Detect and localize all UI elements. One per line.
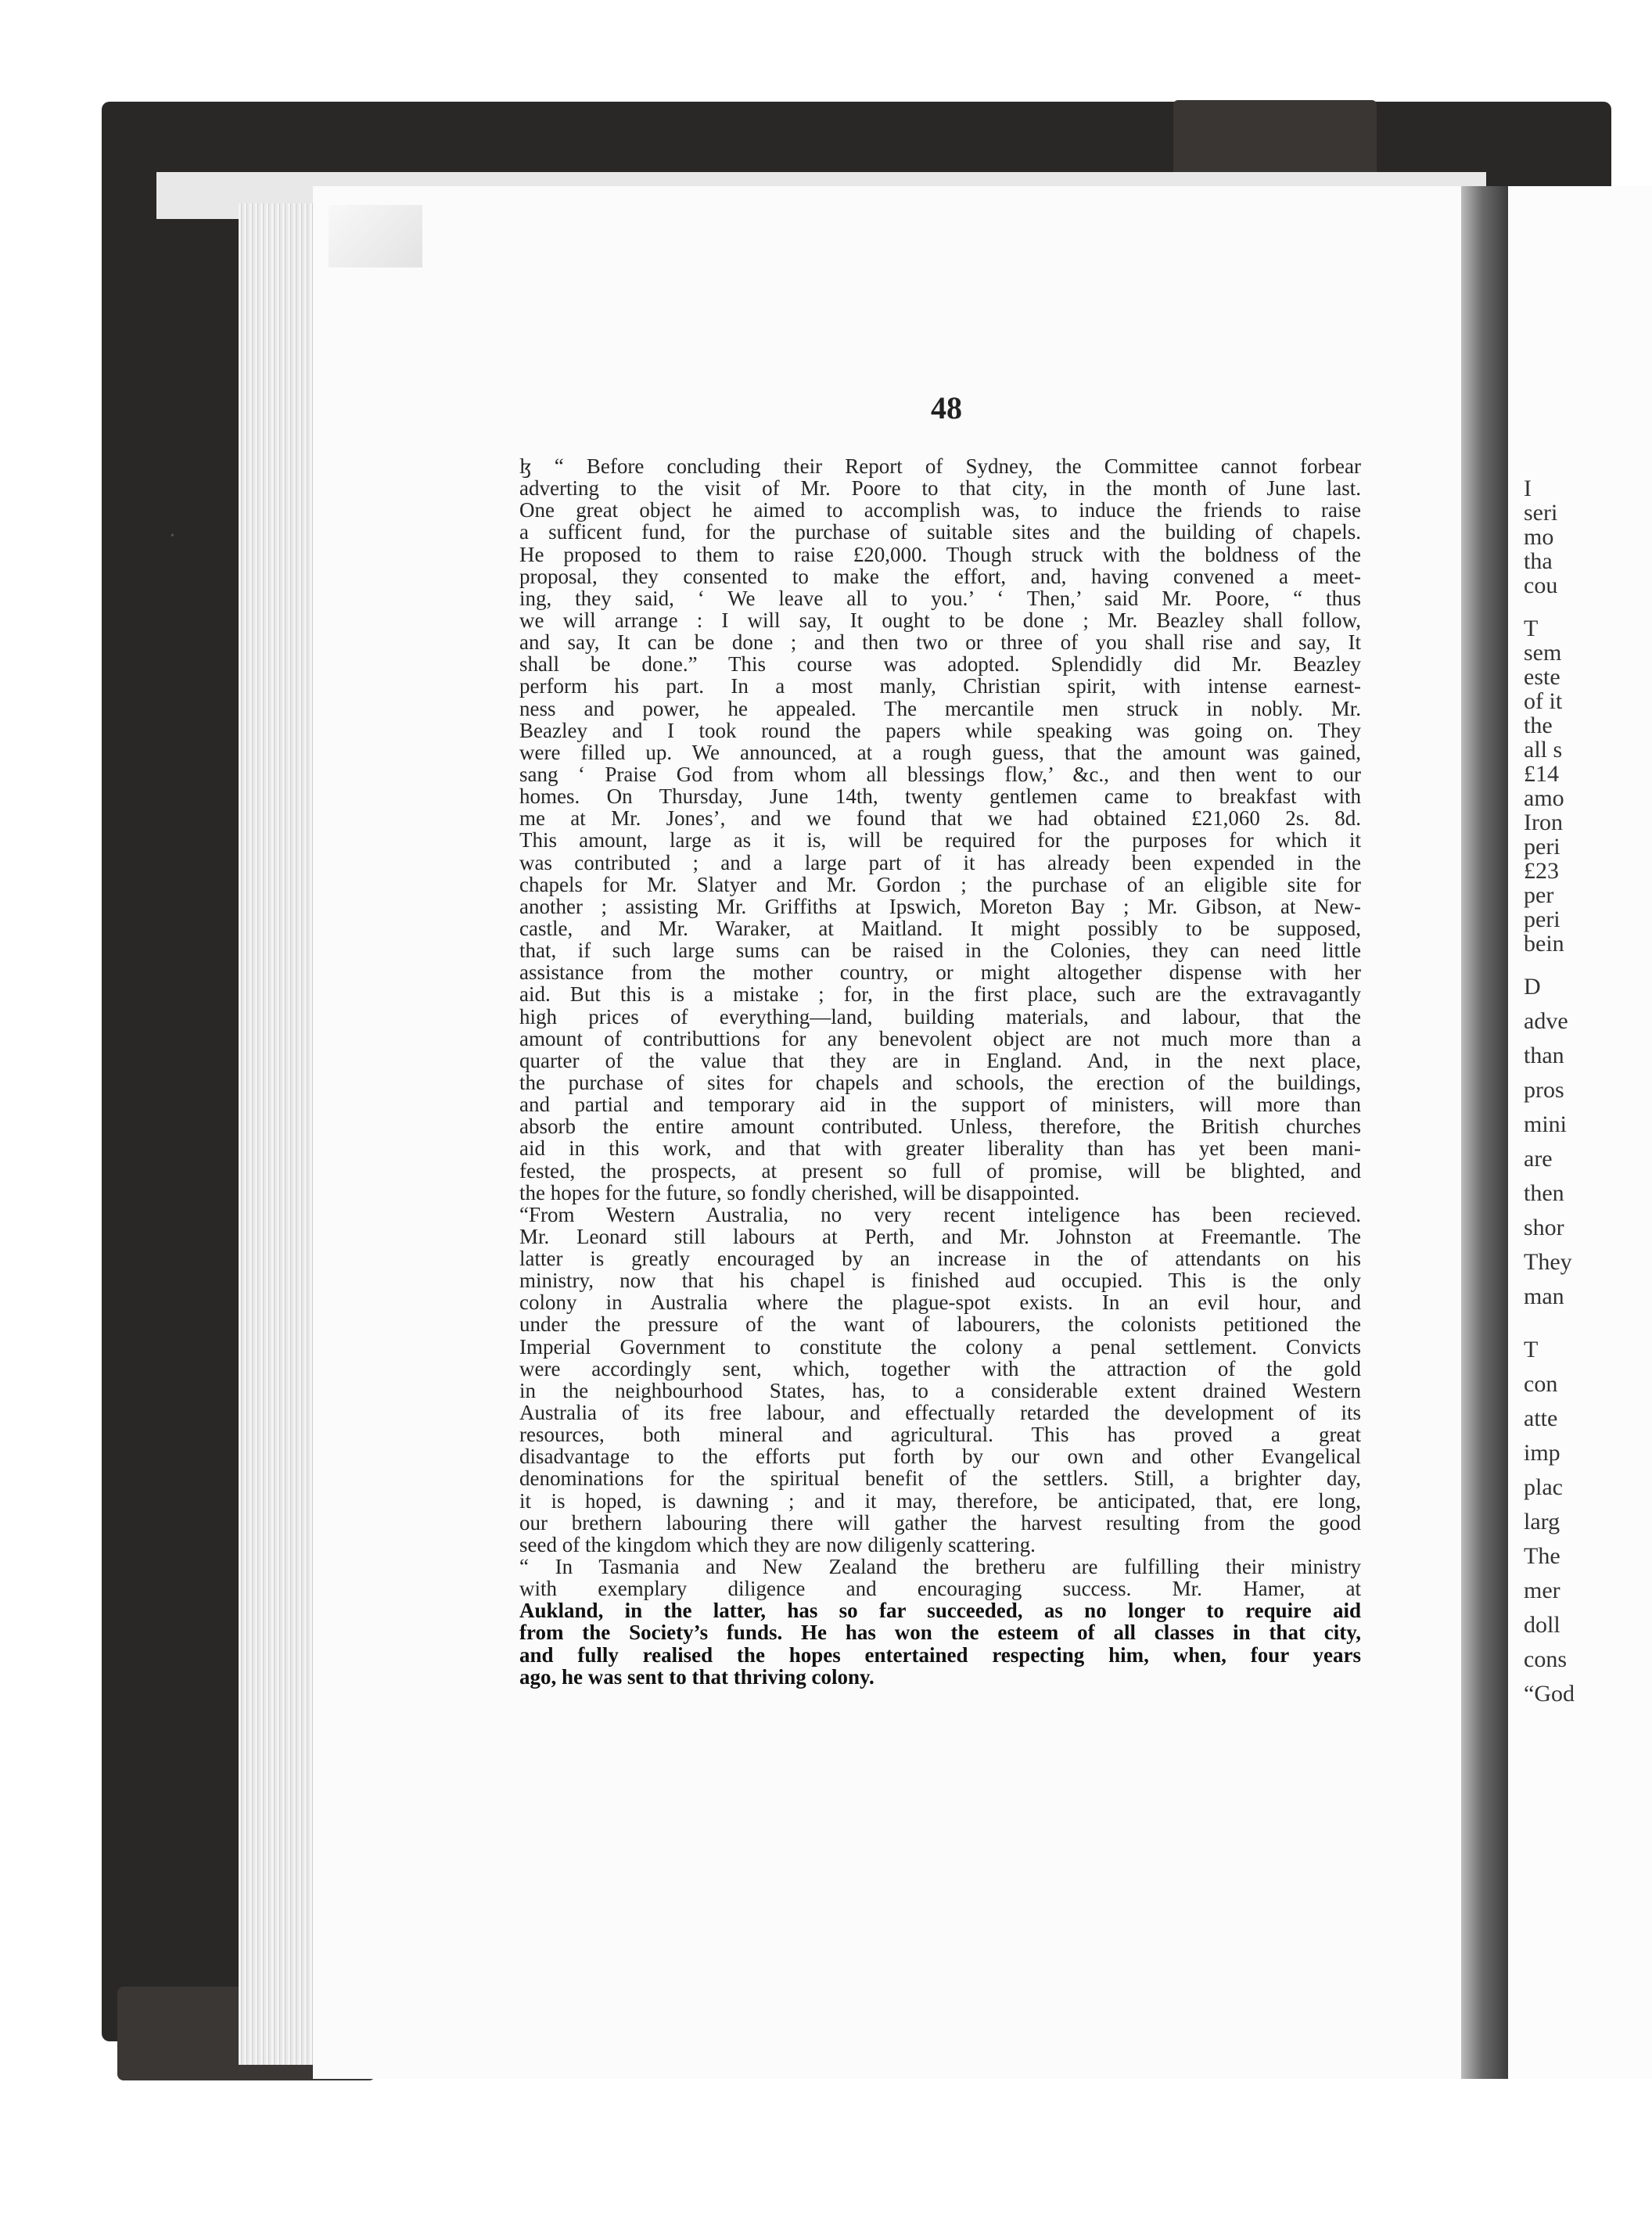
book-gutter [1461,186,1508,2079]
facing-page-fragment: con [1524,1371,1558,1397]
text-line: were accordingly sent, which, together with the attraction of the gold [519,1356,1361,1380]
facing-page-fragment: D [1524,974,1541,1000]
text-line: and fully realised the hopes entertained respecting him, when, four years [519,1642,1361,1667]
facing-page-fragment: amo [1524,785,1564,811]
text-line: “From Western Australia, no very recent inteligence has been recieved. [519,1202,1361,1226]
text-line: a sufficent fund, for the purchase of suitable sites and the building of chapels. [519,520,1361,544]
text-line: homes. On Thursday, June 14th, twenty gentlemen came to breakfast with [519,784,1361,809]
text-line: the hopes for the future, so fondly cherished, will be disappointed. [519,1180,1080,1204]
facing-page-fragment: peri [1524,834,1560,860]
facing-page-fragment: T [1524,1337,1539,1362]
facing-page-fragment: sem [1524,640,1562,666]
facing-page-fragment: adve [1524,1008,1568,1034]
text-line: me at Mr. Jones’, and we found that we had obtained £21,060 2s. 8d. [519,806,1361,831]
text-line: Aukland, in the latter, has so far succeeded, as no longer to require aid [519,1599,1361,1623]
text-line: shall be done.” This course was adopted. Splendidly did Mr. Beazley [519,652,1361,677]
text-line: colony in Australia where the plague-spot exists. In an evil hour, and [519,1291,1361,1315]
text-line: ing, they said, ‘ We leave all to you.’ ‘ Then,’ said Mr. Poore, “ thus [519,586,1361,610]
facing-page-fragment: all s [1524,737,1563,763]
text-line: Beazley and I took round the papers while speaking was going on. They [519,718,1361,742]
text-line: This amount, large as it is, will be required for the purposes for which it [519,828,1361,853]
text-line: proposal, they consented to make the effort, and, having convened a meet- [519,564,1361,588]
text-line: seed of the kingdom which they are now diligenly scattering. [519,1532,1036,1556]
facing-page-fragment: Iron [1524,809,1563,835]
facing-page-fragment: mini [1524,1111,1568,1137]
facing-page-fragment: pros [1524,1077,1564,1103]
text-line: ministry, now that his chapel is finished aud occupied. This is the only [519,1269,1361,1293]
facing-page-fragment: imp [1524,1440,1560,1466]
text-line: amount of contributtions for any benevolent object are not much more than a [519,1026,1361,1050]
text-line: latter is greatly encouraged by an increase in the of attendants on his [519,1247,1361,1271]
text-line: aid in this work, and that with greater liberality than has yet been mani- [519,1136,1361,1161]
page-number: 48 [931,390,962,425]
facing-page-fragment: £14 [1524,761,1559,787]
text-line: Imperial Government to constitute the colony a penal settlement. Convicts [519,1334,1361,1359]
text-line: another ; assisting Mr. Griffiths at Ipswich, Moreton Bay ; Mr. Gibson, at New- [519,894,1361,918]
facing-page-fragment: peri [1524,906,1560,932]
facing-page-fragment: the [1524,713,1553,738]
facing-page-fragment: doll [1524,1612,1560,1638]
text-line: Mr. Leonard still labours at Perth, and Mr. Johnston at Freemantle. The [519,1224,1361,1248]
text-line: fested, the prospects, at present so full of promise, will be blighted, and [519,1158,1361,1183]
text-line: with exemplary diligence and encouraging success. Mr. Hamer, at [519,1577,1361,1601]
facing-page-fragment: shor [1524,1215,1564,1240]
text-line: it is hoped, is dawning ; and it may, therefore, be anticipated, that, ere long, [519,1488,1361,1513]
facing-page-fragment: The [1524,1543,1560,1569]
facing-page-fragment: larg [1524,1509,1560,1535]
facing-page-fragment: T [1524,616,1539,641]
text-line: One great object he aimed to accomplish was, to induce the friends to raise [519,498,1361,522]
text-line: that, if such large sums can be raised in the Colonies, they can need little [519,939,1361,963]
text-line: adverting to the visit of Mr. Poore to that city, in the month of June last. [519,476,1361,501]
facing-page-fragment: cons [1524,1646,1567,1672]
text-line: were filled up. We announced, at a rough guess, that the amount was gained, [519,740,1361,764]
text-line: “ In Tasmania and New Zealand the bretheru are fulfilling their ministry [519,1555,1361,1579]
facing-page-fragment: I [1524,476,1532,501]
facing-page-fragment: “God [1524,1681,1575,1707]
text-line: absorb the entire amount contributed. Unless, therefore, the British churches [519,1115,1361,1139]
facing-page-fragment: este [1524,664,1560,690]
text-line: resources, both mineral and agricultural. This has proved a great [519,1423,1361,1447]
text-line: quarter of the value that they are in England. And, in the next place, [519,1048,1361,1072]
text-line: He proposed to them to raise £20,000. Though struck with the boldness of the [519,542,1361,566]
text-line: aid. But this is a mistake ; for, in the first place, such are the extravagantly [519,982,1361,1007]
facing-page-fragment: man [1524,1283,1564,1309]
text-line: high prices of everything—land, building materials, and labour, that the [519,1004,1361,1028]
text-line: castle, and Mr. Waraker, at Maitland. It might possibly to be supposed, [519,916,1361,940]
text-line: under the pressure of the want of labourers, the colonists petitioned the [519,1312,1361,1337]
facing-page-fragment: They [1524,1249,1572,1275]
text-line: the purchase of sites for chapels and schools, the erection of the buildings, [519,1070,1361,1094]
text-line: chapels for Mr. Slatyer and Mr. Gordon ; the purchase of an eligible site for [519,872,1361,896]
facing-page-fragment: cou [1524,573,1558,598]
page-corner-fold [329,205,422,267]
text-line: in the neighbourhood States, has, to a considerable extent drained Western [519,1378,1361,1402]
text-line: Australia of its free labour, and effectually retarded the development of its [519,1401,1361,1425]
text-line: ago, he was sent to that thriving colony. [519,1664,874,1689]
facing-page-fragment: £23 [1524,858,1559,884]
facing-page-fragment: mer [1524,1578,1560,1603]
facing-page-fragment: bein [1524,931,1564,957]
text-line: perform his part. In a most manly, Christian spirit, with intense earnest- [519,674,1361,698]
facing-page-fragment: plac [1524,1474,1563,1500]
text-line: ɮ “ Before concluding their Report of Sydney, the Committee cannot forbear [519,454,1361,478]
facing-page-fragment: atte [1524,1405,1558,1431]
text-line: and partial and temporary aid in the support of ministers, will more than [519,1093,1361,1117]
text-line: we will arrange : I will say, It ought to be done ; Mr. Beazley shall follow, [519,608,1361,632]
text-line: sang ‘ Praise God from whom all blessings flow,’ &c., and then went to our [519,762,1361,786]
facing-page-fragment: than [1524,1043,1564,1068]
facing-page-fragment: are [1524,1146,1553,1172]
facing-page-fragment: per [1524,882,1554,908]
facing-page-fragment: seri [1524,500,1558,526]
text-line: disadvantage to the efforts put forth by our own and other Evangelical [519,1445,1361,1469]
text-line: ness and power, he appealed. The mercantile men struck in nobly. Mr. [519,696,1361,720]
margin-mark: • [171,530,174,542]
facing-page-fragment: mo [1524,524,1554,550]
text-line: assistance from the mother country, or might altogether dispense with her [519,960,1361,985]
facing-page-fragment: then [1524,1180,1564,1206]
facing-page [1508,186,1652,2079]
facing-page-fragment: tha [1524,548,1553,574]
text-line: our brethern labouring there will gather the harvest resulting from the good [519,1510,1361,1535]
text-line: denominations for the spiritual benefit of the settlers. Still, a brighter day, [519,1466,1361,1491]
facing-page-fragment: of it [1524,688,1563,714]
text-line: was contributed ; and a large part of it has already been expended in the [519,850,1361,874]
page-body-text [519,455,1361,1688]
text-line: from the Society’s funds. He has won the esteem of all classes in that city, [519,1621,1361,1645]
text-line: and say, It can be done ; and then two or three of you shall rise and say, It [519,630,1361,655]
